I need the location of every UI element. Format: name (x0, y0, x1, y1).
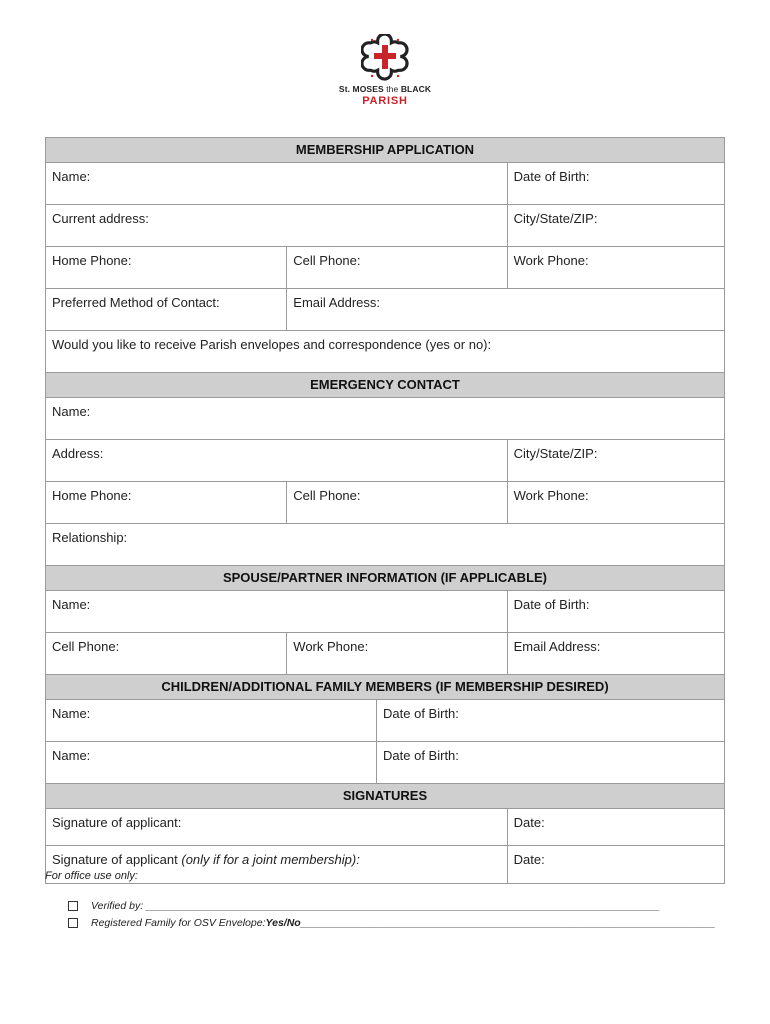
section-header-children: CHILDREN/ADDITIONAL FAMILY MEMBERS (IF MEMBERSHIP DESIRED) (46, 675, 724, 700)
membership-form (45, 137, 725, 884)
spouse-cell-phone-field[interactable]: Cell Phone: (52, 639, 120, 654)
emergency-home-phone-field[interactable]: Home Phone: (52, 488, 132, 503)
dob-field[interactable]: Date of Birth: (507, 163, 724, 204)
office-use-title: For office use only: (45, 870, 138, 882)
name-field[interactable]: Name: (52, 169, 91, 184)
child-name-field[interactable]: Name: (52, 706, 91, 721)
section-header-spouse: SPOUSE/PARTNER INFORMATION (IF APPLICABLE) (46, 566, 724, 591)
spouse-name-field[interactable]: Name: (52, 597, 91, 612)
spouse-work-phone-field[interactable]: Work Phone: (286, 633, 506, 674)
spouse-dob-field[interactable]: Date of Birth: (507, 591, 724, 632)
email-field[interactable]: Email Address: (286, 289, 724, 330)
section-header-membership: MEMBERSHIP APPLICATION (46, 138, 724, 163)
registered-yes-no: Yes/No (265, 916, 301, 929)
preferred-contact-field[interactable]: Preferred Method of Contact: (52, 295, 220, 310)
emergency-cell-phone-field[interactable]: Cell Phone: (286, 482, 506, 523)
section-header-signatures: SIGNATURES (46, 784, 724, 809)
child-dob-field[interactable]: Date of Birth: (376, 700, 724, 741)
work-phone-field[interactable]: Work Phone: (507, 247, 724, 288)
verified-label: Verified by: ________________________________________________________________________________________ (91, 899, 660, 912)
spouse-email-field[interactable]: Email Address: (507, 633, 724, 674)
city-state-zip-field[interactable]: City/State/ZIP: (507, 205, 724, 246)
envelopes-field[interactable]: Would you like to receive Parish envelopes and correspondence (yes or no): (52, 337, 492, 352)
section-header-emergency: EMERGENCY CONTACT (46, 373, 724, 398)
home-phone-field[interactable]: Home Phone: (52, 253, 132, 268)
address-field[interactable]: Current address: (52, 211, 149, 226)
applicant-signature-field[interactable]: Signature of applicant: (52, 815, 182, 830)
logo-line-2: PARISH (362, 95, 408, 107)
joint-signature-note: (only if for a joint membership): (181, 852, 360, 867)
registered-label: Registered Family for OSV Envelope: (91, 916, 266, 929)
parish-logo (330, 34, 440, 116)
logo-line-1: St. MOSES the BLACK (338, 84, 432, 94)
joint-signature-label: Signature of applicant (52, 852, 182, 867)
verified-checkbox[interactable] (68, 901, 78, 911)
verified-item (68, 897, 715, 914)
signature-date-field[interactable]: Date: (507, 809, 724, 845)
registered-line: _______________________________________________________________________ (300, 916, 716, 929)
registered-item (68, 914, 715, 931)
child-name-field[interactable]: Name: (52, 748, 91, 763)
emergency-city-field[interactable]: City/State/ZIP: (507, 440, 724, 481)
emergency-name-field[interactable]: Name: (52, 404, 91, 419)
registered-checkbox[interactable] (68, 918, 78, 928)
cell-phone-field[interactable]: Cell Phone: (286, 247, 506, 288)
office-checklist (68, 897, 715, 931)
joint-signature-date-field[interactable]: Date: (507, 846, 724, 883)
child-dob-field[interactable]: Date of Birth: (376, 742, 724, 783)
cross-logo-icon (361, 34, 409, 82)
emergency-work-phone-field[interactable]: Work Phone: (507, 482, 724, 523)
relationship-field[interactable]: Relationship: (52, 530, 128, 545)
emergency-address-field[interactable]: Address: (52, 446, 104, 461)
